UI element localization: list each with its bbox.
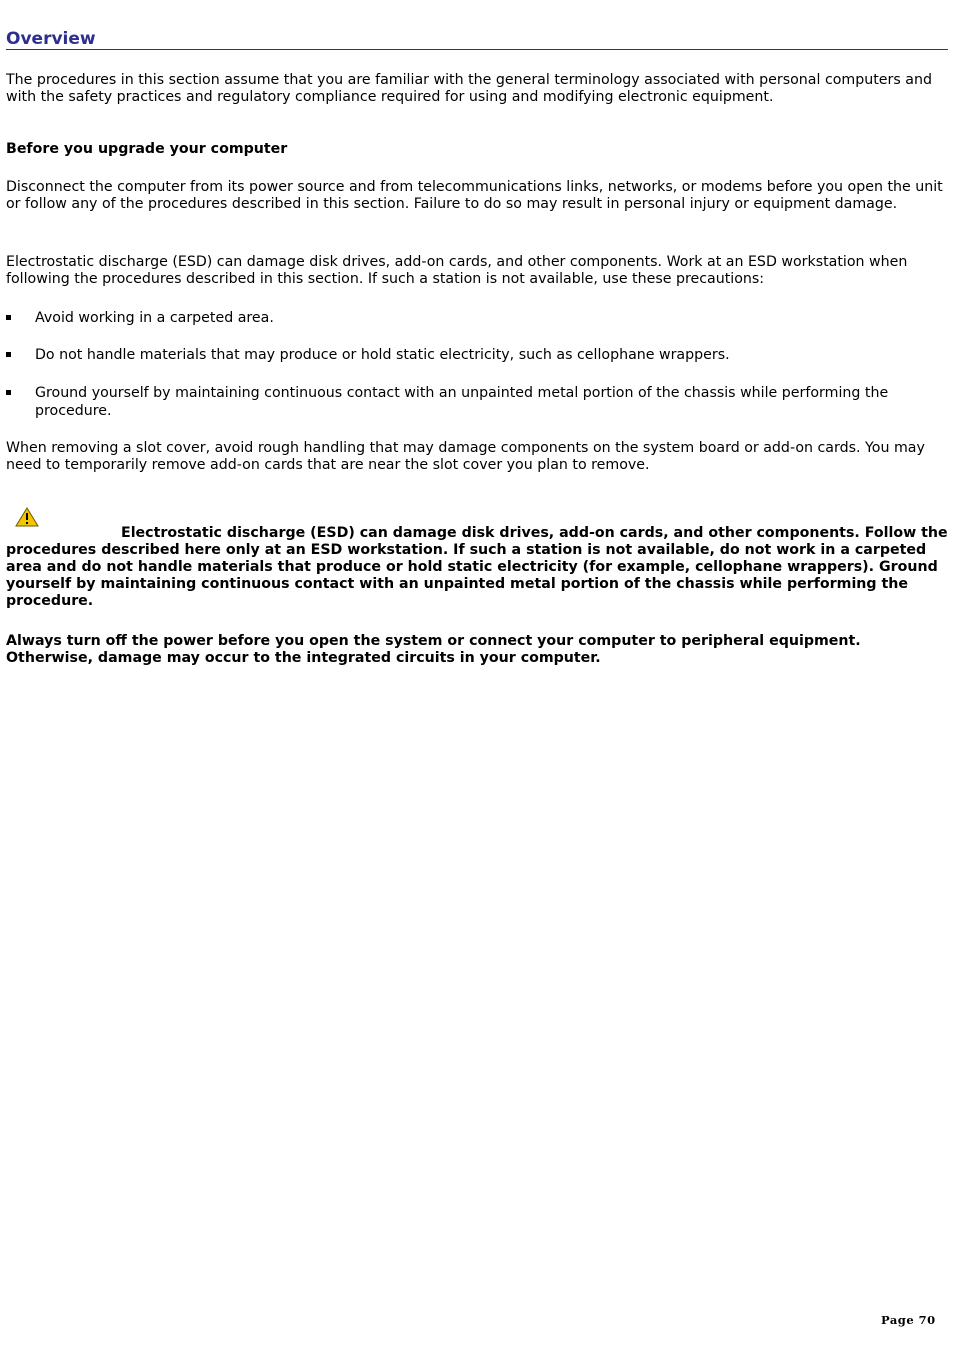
bullet-icon: [6, 315, 11, 320]
warning-triangle-icon: [15, 507, 39, 527]
page-number: Page 70: [881, 1313, 936, 1327]
slot-cover-paragraph: When removing a slot cover, avoid rough handling that may damage components on the system board or add-on cards. You may need to temporarily remove add-on cards that are near the slot cover you plan to remove.: [6, 440, 925, 473]
warning-paragraph: [6, 525, 948, 610]
title-underline: [6, 49, 948, 50]
intro-paragraph: The procedures in this section assume that you are familiar with the general terminology associated with personal computers and with the safety practices and regulatory compliance required for using and modifying electronic equipment.: [6, 72, 932, 105]
section-heading: Before you upgrade your computer: [6, 141, 288, 157]
power-warning-paragraph: Always turn off the power before you open the system or connect your computer to peripheral equipment. Otherwise, damage may occur to the integrated circuits in your computer.: [6, 633, 861, 667]
esd-paragraph: Electrostatic discharge (ESD) can damage disk drives, add-on cards, and other components. Work at an ESD workstation when following the procedures described in this section. If such a station is not available, use these precautions:: [6, 254, 908, 287]
disconnect-paragraph: Disconnect the computer from its power source and from telecommunications links, networks, or modems before you open the unit or follow any of the procedures described in this section. Failure to do so may result in personal injury or equipment damage.: [6, 179, 943, 212]
list-item-text: Do not handle materials that may produce or hold static electricity, such as cellophane wrappers.: [35, 347, 730, 363]
page-title: Overview: [6, 29, 96, 49]
list-item-text: Ground yourself by maintaining continuous contact with an unpainted metal portion of the chassis while performing the procedure.: [35, 385, 889, 419]
bullet-icon: [6, 352, 11, 357]
warning-text: Electrostatic discharge (ESD) can damage disk drives, add-on cards, and other components. Follow the procedures described here only at an ESD workstation. If such a station is not available, do not work in a carpeted area and do not handle materials that produce or hold static electricity (for example, cellophane wrappers). Ground yourself by maintaining continuous contact with an unpainted metal portion of the chassis while performing the procedure.: [6, 525, 948, 610]
bullet-icon: [6, 390, 11, 395]
list-item-text: Avoid working in a carpeted area.: [35, 310, 274, 326]
